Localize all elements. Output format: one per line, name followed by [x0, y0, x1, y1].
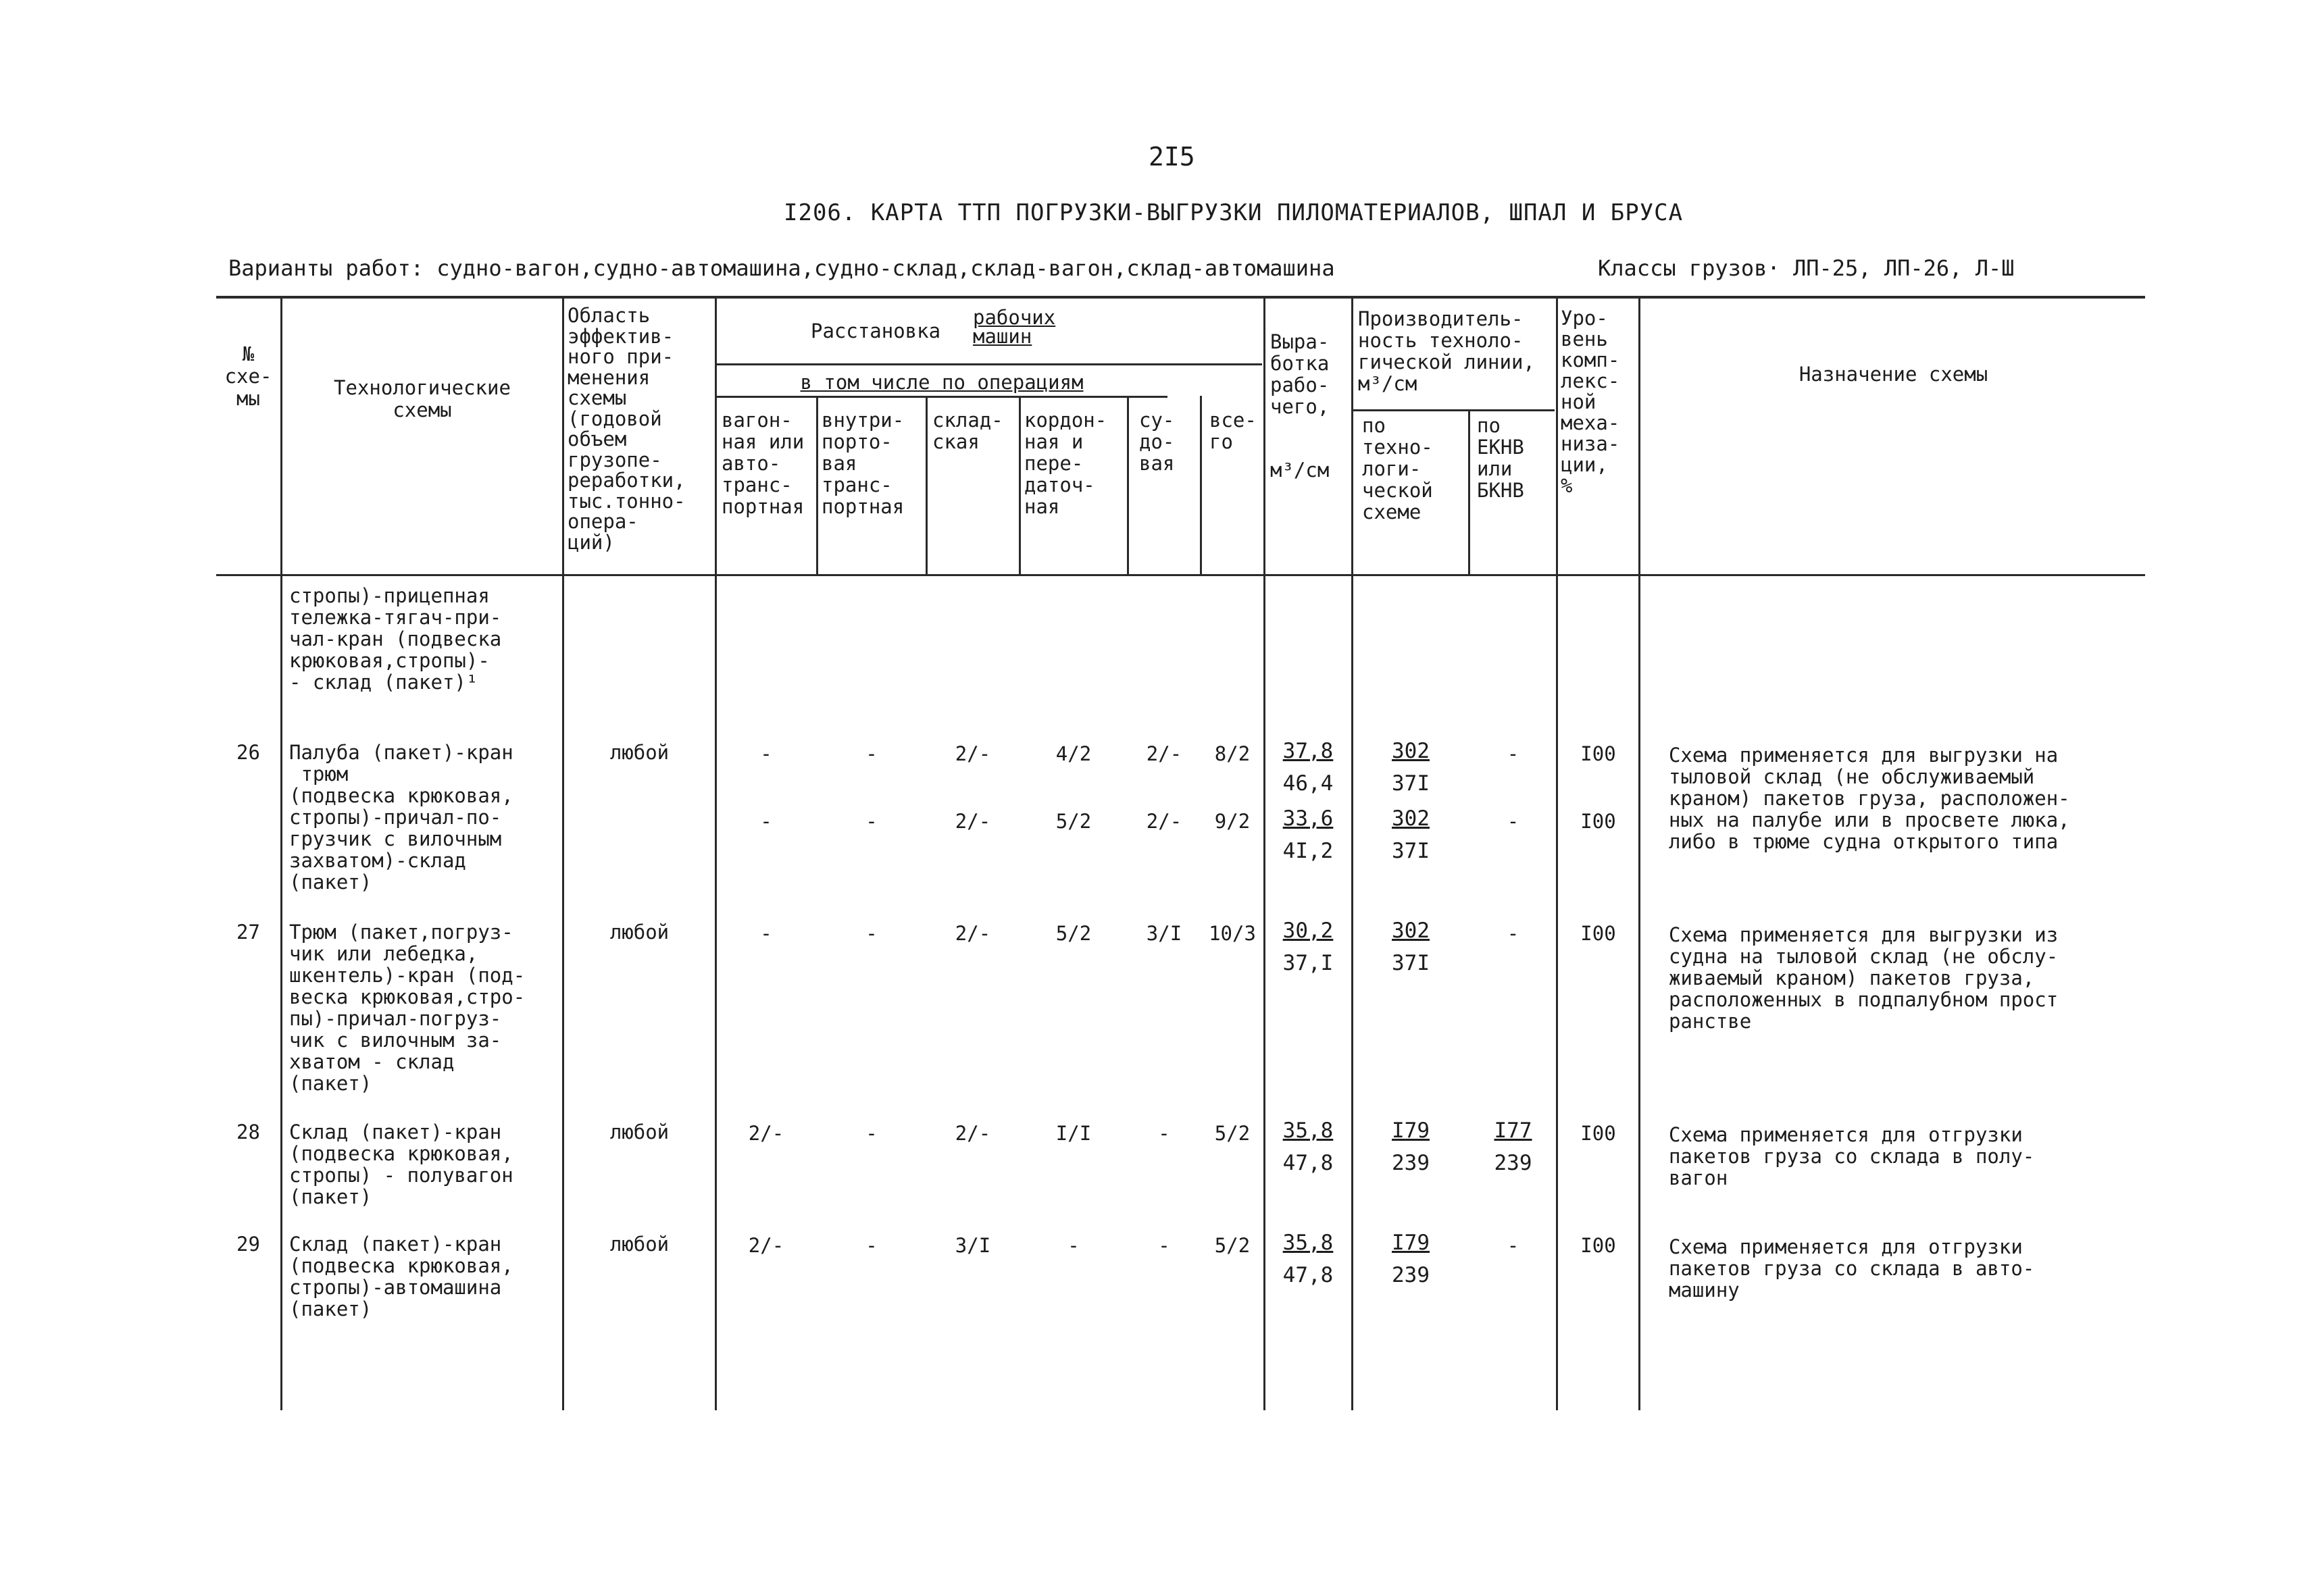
row-purpose: Схема применяется для выгрузки на тыловой склад (не обслуживаемый краном) пакетов груза, расположен- ных на палубе или в просвете люка, либо в трюме судна открытого типа [1669, 744, 2070, 853]
row-sklad: 2/- [955, 742, 991, 765]
row-purpose: Схема применяется для отгрузки пакетов груза со склада в полу- вагон [1669, 1123, 2035, 1189]
row-area: любой [609, 1121, 670, 1143]
row-output [1265, 915, 1351, 979]
header-bottom-rule [216, 574, 2145, 576]
row-tech: Трюм (пакет,погруз- чик или лебедка, шкентель)-кран (под- веска крюковая,стро- пы)-причал-погруз- чик с вилочным за- хватом - склад (пакет) [289, 921, 526, 1095]
col-rule [1468, 409, 1470, 574]
row-kordon: - [1067, 1234, 1080, 1257]
row-output [1265, 802, 1351, 867]
row-num: 28 [236, 1121, 260, 1143]
row-total: 5/2 [1214, 1122, 1251, 1145]
ttp-table [216, 296, 2145, 1410]
row-sklad: 3/I [955, 1234, 991, 1257]
perf-bottom: 37I [1392, 951, 1430, 975]
perf-top: 302 [1392, 739, 1430, 763]
table-top-rule [216, 296, 2145, 299]
row-tech: Склад (пакет)-кран (подвеска крюковая, стропы)-автомашина (пакет) [289, 1233, 513, 1320]
header-mech: Уро- вень комп- лекс- ной меха- низа- ции, % [1561, 307, 1620, 497]
row-eknv: - [1507, 742, 1519, 765]
perf-top: 302 [1392, 919, 1430, 943]
row-purpose: Схема применяется для отгрузки пакетов груза со склада в авто- машину [1669, 1235, 2035, 1302]
perf-sub-rule [1353, 409, 1555, 411]
row-total: 5/2 [1214, 1234, 1251, 1257]
row-num: 26 [236, 741, 260, 764]
perf-bottom: 37I [1392, 771, 1430, 796]
row-wagon: - [760, 810, 772, 833]
row-sklad: 2/- [955, 810, 991, 833]
row-area: любой [609, 741, 670, 764]
header-inner: внутри- порто- вая транс- портная [822, 409, 905, 518]
row-sudo: - [1158, 1122, 1170, 1145]
perf-bottom: 239 [1392, 1151, 1430, 1175]
row-wagon: 2/- [748, 1122, 784, 1145]
row-output [1265, 1114, 1351, 1179]
perf-top: I79 [1392, 1231, 1430, 1255]
output-top: 35,8 [1282, 1118, 1334, 1143]
row-num: 29 [236, 1233, 260, 1256]
col-rule [1200, 396, 1202, 574]
page-number: 2I5 [1149, 142, 1195, 172]
col-rule [816, 396, 818, 574]
row-kordon: 5/2 [1055, 810, 1092, 833]
row-sudo: - [1158, 1234, 1170, 1257]
row-perf [1353, 1227, 1468, 1291]
placement-sub-rule [716, 363, 1262, 365]
col-rule [1019, 396, 1021, 574]
row-total: 9/2 [1214, 810, 1251, 833]
row-sklad: 2/- [955, 1122, 991, 1145]
col-rule [926, 396, 928, 574]
perf-top: 302 [1392, 806, 1430, 831]
row-num: 27 [236, 921, 260, 944]
row-inner: - [865, 1234, 878, 1257]
eknv-bottom: 239 [1494, 1151, 1532, 1175]
row-wagon: - [760, 922, 772, 945]
col-rule [1638, 296, 1640, 1410]
row-wagon: - [760, 742, 772, 765]
continued-tech-text: стропы)-прицепная тележка-тягач-при- чал-кран (подвеска крюковая,стропы)- - склад (пакет)¹ [289, 584, 502, 694]
row-mech: I00 [1580, 742, 1616, 765]
row-kordon: 5/2 [1055, 922, 1092, 945]
row-perf [1353, 1114, 1468, 1179]
row-sudo: 2/- [1146, 810, 1182, 833]
row-total: 8/2 [1214, 742, 1251, 765]
header-sklad: склад- ская [932, 409, 1003, 453]
row-kordon: I/I [1055, 1122, 1092, 1145]
row-mech: I00 [1580, 922, 1616, 945]
row-perf [1353, 735, 1468, 800]
eknv-top: I77 [1494, 1118, 1532, 1143]
output-top: 37,8 [1282, 739, 1334, 763]
output-bottom: 47,8 [1282, 1151, 1334, 1175]
header-purpose: Назначение схемы [1799, 363, 1988, 386]
output-bottom: 46,4 [1282, 771, 1334, 796]
row-sklad: 2/- [955, 922, 991, 945]
row-total: 10/3 [1209, 922, 1256, 945]
row-inner: - [865, 922, 878, 945]
row-eknv: - [1507, 810, 1519, 833]
output-bottom: 4I,2 [1282, 839, 1334, 863]
header-ops: в том числе по операциям [800, 371, 1084, 394]
row-sudo: 3/I [1146, 922, 1182, 945]
header-tech: Технологические схемы [334, 376, 511, 421]
work-variants: Варианты работ: судно-вагон,судно-автомашина,судно-склад,склад-вагон,склад-автомашина [228, 255, 1335, 281]
row-tech: Склад (пакет)-кран (подвеска крюковая, стропы) - полувагон (пакет) [289, 1121, 513, 1208]
perf-top: I79 [1392, 1118, 1430, 1143]
row-area: любой [609, 1233, 670, 1256]
header-sudo: су- до- вая [1139, 409, 1175, 475]
row-perf [1353, 915, 1468, 979]
output-bottom: 37,I [1282, 951, 1334, 975]
ops-sub-rule [716, 396, 1167, 398]
perf-bottom: 37I [1392, 839, 1430, 863]
row-inner: - [865, 810, 878, 833]
header-perf-eknv: по ЕКНВ или БКНВ [1477, 414, 1524, 502]
row-mech: I00 [1580, 1122, 1616, 1145]
row-tech: Палуба (пакет)-кран трюм (подвеска крюковая, стропы)-причал-по- грузчик с вилочным захватом)-склад (пакет) [289, 741, 513, 894]
row-sudo: 2/- [1146, 742, 1182, 765]
output-bottom: 47,8 [1282, 1263, 1334, 1287]
row-mech: I00 [1580, 810, 1616, 833]
col-rule [280, 296, 282, 1410]
row-perf [1353, 802, 1468, 867]
header-perf: Производитель- ность техноло- гической линии, м³/см [1358, 307, 1535, 395]
perf-bottom: 239 [1392, 1263, 1430, 1287]
output-top: 33,6 [1282, 806, 1334, 831]
header-output: Выра- ботка рабо- чего, [1270, 330, 1330, 418]
row-output [1265, 735, 1351, 800]
header-output-unit: м³/см [1270, 459, 1330, 482]
header-wagon: вагон- ная или авто- транс- портная [722, 409, 805, 518]
cargo-classes: Классы грузов· ЛП-25, ЛП-26, Л-Ш [1598, 255, 2015, 281]
header-area: Область эффектив- ного при- менения схемы (годовой объем грузопе- реработки, тыс.тонно- опера- ций) [568, 304, 686, 554]
row-eknv: - [1507, 1234, 1519, 1257]
row-eknv: - [1507, 922, 1519, 945]
header-total: все- го [1209, 409, 1257, 453]
page-title: I206. КАРТА ТТП ПОГРУЗКИ-ВЫГРУЗКИ ПИЛОМАТЕРИАЛОВ, ШПАЛ И БРУСА [784, 199, 1684, 226]
output-top: 35,8 [1282, 1231, 1334, 1255]
header-placement: Расстановка [811, 319, 941, 342]
row-eknv [1470, 1114, 1556, 1179]
header-kordon: кордон- ная и пере- даточ- ная [1024, 409, 1107, 518]
row-purpose: Схема применяется для выгрузки из судна на тыловой склад (не обслу- живаемый краном) пакетов груза, расположенных в подпалубном прост ранстве [1669, 923, 2059, 1033]
row-mech: I00 [1580, 1234, 1616, 1257]
row-inner: - [865, 1122, 878, 1145]
output-top: 30,2 [1282, 919, 1334, 943]
row-kordon: 4/2 [1055, 742, 1092, 765]
row-wagon: 2/- [748, 1234, 784, 1257]
col-rule [1127, 396, 1129, 574]
header-perf-tech: по техно- логи- ческой схеме [1362, 414, 1433, 523]
header-placement-machines: рабочих машин [973, 306, 1056, 348]
row-inner: - [865, 742, 878, 765]
row-output [1265, 1227, 1351, 1291]
header-num: № схе- мы [224, 342, 272, 410]
row-area: любой [609, 921, 670, 944]
